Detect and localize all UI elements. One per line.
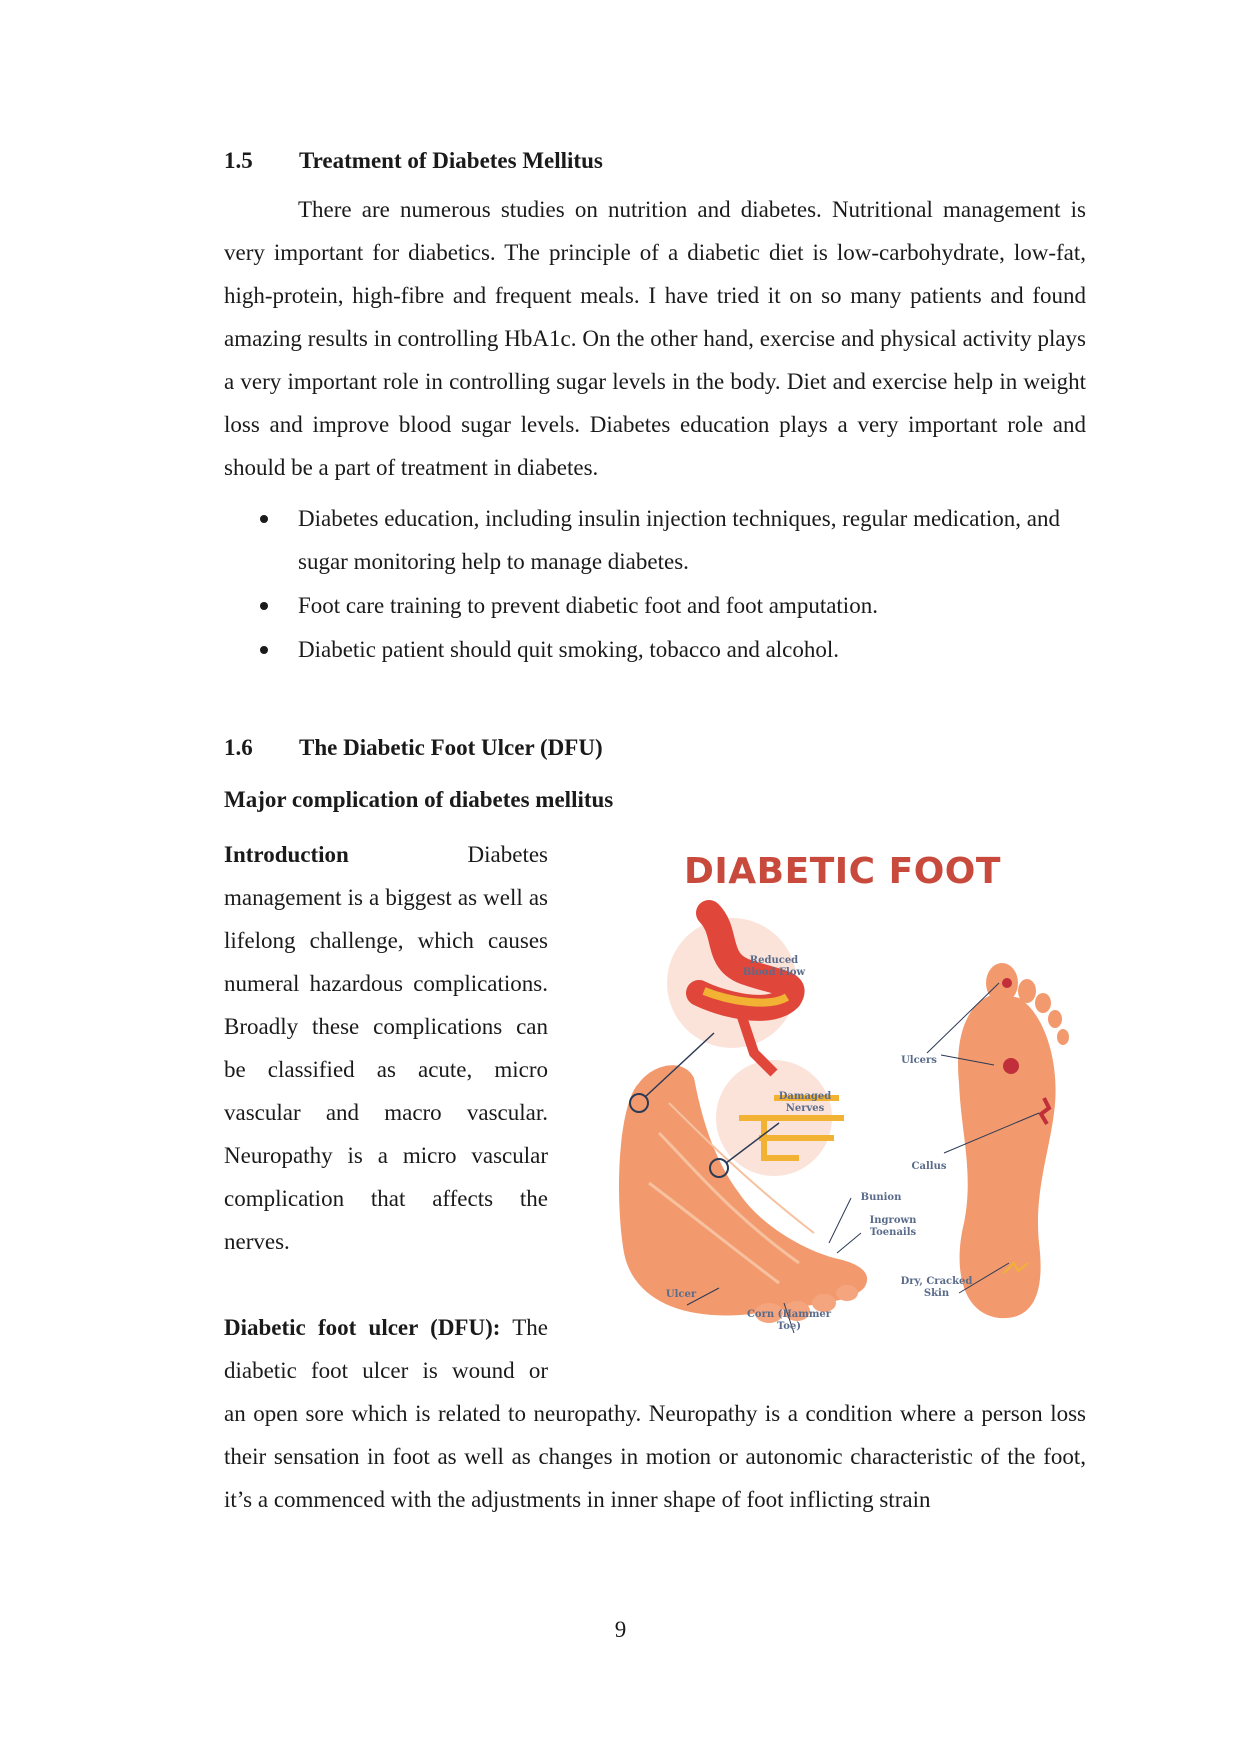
intro-paragraph bbox=[224, 833, 548, 1263]
section-number: 1.6 bbox=[224, 735, 253, 760]
dfu-paragraph-start bbox=[224, 1306, 548, 1392]
section-title: The Diabetic Foot Ulcer (DFU) bbox=[299, 735, 603, 760]
bullet-icon bbox=[260, 646, 268, 654]
dfu-label: Diabetic foot ulcer (DFU): bbox=[224, 1315, 501, 1340]
label-corn: Corn (Hammer Toe) bbox=[746, 1309, 832, 1332]
label-damaged-nerves: Damaged Nerves bbox=[778, 1091, 832, 1114]
figure-title: DIABETIC FOOT bbox=[684, 851, 1001, 892]
treatment-bullet-list bbox=[224, 497, 1086, 671]
dfu-paragraph-rest: an open sore which is related to neuropathy. Neuropathy is a condition where a person loss their sensation in foot as well as changes in motion or autonomic characteristic of the foot, it’s a commenced with the adjustments in inner shape of foot inflicting strain bbox=[224, 1401, 1086, 1512]
section-1-6-heading bbox=[224, 733, 1086, 763]
treatment-paragraph: There are numerous studies on nutrition and diabetes. Nutritional management is very important for diabetics. The principle of a diabetic diet is low-carbohydrate, low-fat, high-protein, high-fibre and frequent meals. I have tried it on so many patients and found amazing results in controlling HbA1c. On the other hand, exercise and physical activity plays a very important role in controlling sugar levels in the body. Diet and exercise help in weight loss and improve blood sugar levels. Diabetes education plays a very important role and should be a part of treatment in diabetes. bbox=[224, 197, 1086, 480]
bullet-icon bbox=[260, 602, 268, 610]
diabetic-foot-figure bbox=[599, 833, 1086, 1369]
label-ulcers: Ulcers bbox=[901, 1055, 937, 1066]
intro-column bbox=[224, 833, 548, 1392]
intro-text: Diabetes management is a biggest as well as lifelong challenge, which causes numeral hazardous complications. Broadly these complications can be classified as acute, micro vascular and macro vascular. Neuropathy is a micro vascular complication that affects the nerves. bbox=[224, 842, 548, 1254]
section-title: Treatment of Diabetes Mellitus bbox=[299, 148, 603, 173]
label-callus: Callus bbox=[911, 1161, 947, 1172]
list-item: Diabetes education, including insulin injection techniques, regular medication, and sugar monitoring help to manage diabetes. bbox=[224, 497, 1086, 583]
label-bunion: Bunion bbox=[860, 1192, 902, 1203]
list-item: Diabetic patient should quit smoking, tobacco and alcohol. bbox=[224, 628, 1086, 671]
label-dry-cracked-skin: Dry, Cracked Skin bbox=[900, 1276, 973, 1299]
text-with-figure bbox=[224, 833, 1086, 1392]
list-item: Foot care training to prevent diabetic foot and foot amputation. bbox=[224, 584, 1086, 627]
label-reduced-blood-flow: Reduced Blood Flow bbox=[742, 955, 806, 978]
bullet-icon bbox=[260, 515, 268, 523]
label-ingrown-toenails: Ingrown Toenails bbox=[869, 1215, 917, 1238]
label-ulcer: Ulcer bbox=[665, 1289, 697, 1300]
section-subtitle: Major complication of diabetes mellitus bbox=[224, 787, 614, 812]
section-number: 1.5 bbox=[224, 148, 253, 173]
page-number: 9 bbox=[614, 1617, 627, 1642]
page-content bbox=[224, 146, 1086, 1521]
intro-label: Introduction bbox=[224, 842, 349, 867]
section-1-5-heading bbox=[224, 146, 1086, 176]
dfu-text-start: The diabetic foot ulcer is wound or bbox=[224, 1315, 548, 1383]
